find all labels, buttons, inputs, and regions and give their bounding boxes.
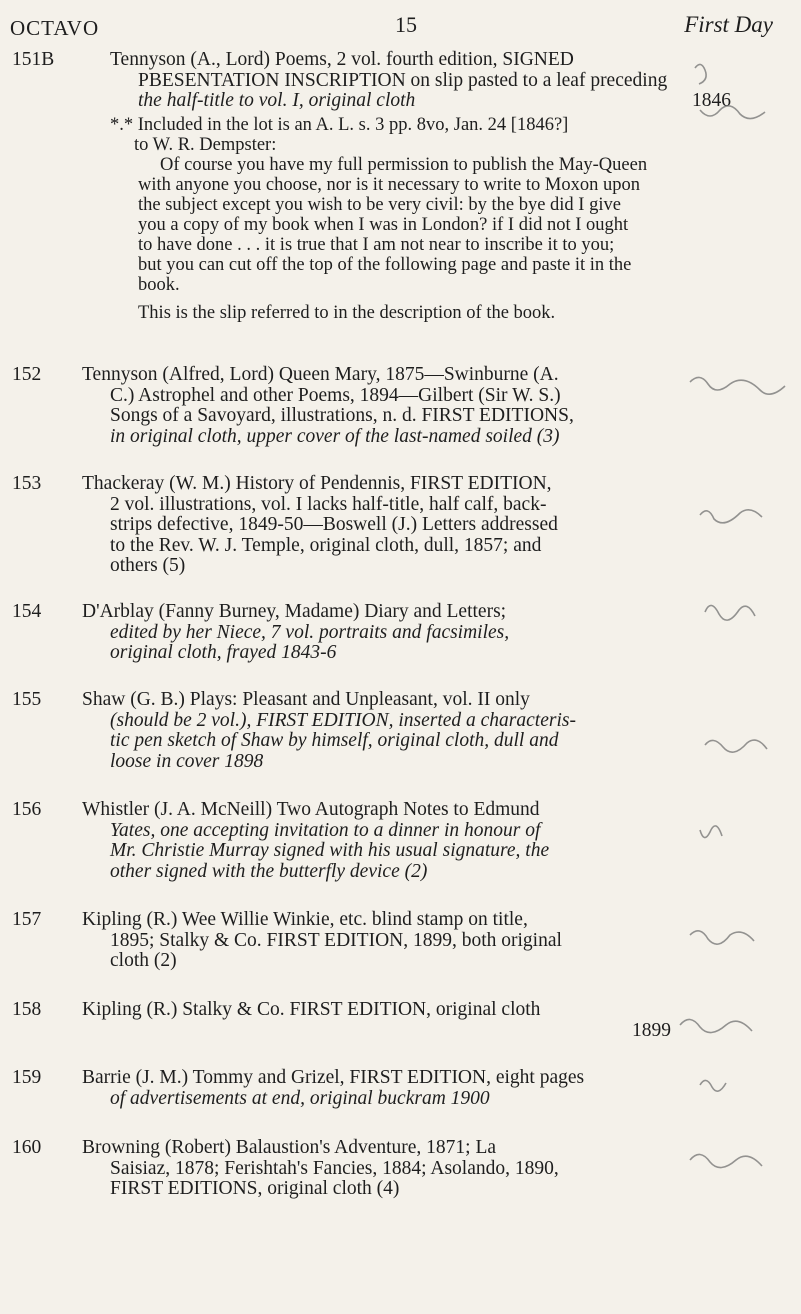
lot-line: D'Arblay (Fanny Burney, Madame) Diary and Letters; bbox=[82, 601, 507, 622]
note-line: you a copy of my book when I was in London? if I did not I ought bbox=[138, 215, 629, 235]
pencil-mark bbox=[705, 605, 755, 620]
lot-number: 152 bbox=[12, 364, 42, 385]
pencil-mark bbox=[680, 1019, 752, 1032]
lot-line: in original cloth, upper cover of the last-named soiled (3) bbox=[110, 425, 560, 447]
note-line: but you can cut off the top of the following page and paste it in the bbox=[138, 255, 632, 275]
lot-line: Kipling (R.) Wee Willie Winkie, etc. blind stamp on title, bbox=[82, 909, 528, 930]
lot-line: Browning (Robert) Balaustion's Adventure, 1871; La bbox=[82, 1137, 497, 1158]
lot-line: Tennyson (A., Lord) Poems, 2 vol. fourth edition, SIGNED bbox=[110, 49, 574, 70]
note-line: with anyone you choose, nor is it necessary to write to Moxon upon bbox=[138, 175, 640, 195]
pencil-mark bbox=[700, 826, 722, 838]
lot-line: Barrie (J. M.) Tommy and Grizel, FIRST EDITION, eight pages bbox=[82, 1067, 585, 1088]
pencil-mark bbox=[695, 64, 706, 84]
lot-line: FIRST EDITIONS, original cloth (4) bbox=[110, 1178, 400, 1199]
lot-line: Shaw (G. B.) Plays: Pleasant and Unpleasant, vol. II only bbox=[82, 689, 530, 710]
lot-number: 154 bbox=[12, 601, 42, 622]
day-heading: First Day bbox=[684, 12, 773, 37]
lot-line: others (5) bbox=[110, 555, 186, 576]
lot-number: 159 bbox=[12, 1067, 42, 1088]
lot-number: 155 bbox=[12, 689, 42, 710]
lot-151b-note bbox=[110, 115, 681, 323]
lot-line: strips defective, 1849-50—Boswell (J.) Letters addressed bbox=[110, 514, 558, 535]
lot-number: 151B bbox=[12, 49, 55, 70]
pencil-mark bbox=[690, 1154, 762, 1167]
note-line: book. bbox=[138, 275, 180, 295]
lot-line: 1895; Stalky & Co. FIRST EDITION, 1899, both original bbox=[110, 929, 562, 951]
lot-line: Tennyson (Alfred, Lord) Queen Mary, 1875—Swinburne (A. bbox=[82, 364, 559, 385]
lot-line: cloth (2) bbox=[110, 950, 177, 971]
page-number: 15 bbox=[395, 12, 417, 37]
note-line: the subject except you wish to be very civil: by the bye did I give bbox=[138, 195, 621, 215]
format-heading: OCTAVO bbox=[10, 16, 100, 40]
lot-line: Mr. Christie Murray signed with his usual signature, the bbox=[110, 840, 550, 861]
lot-date: 1846 bbox=[692, 90, 731, 111]
note-line: Of course you have my full permission to publish the May-Queen bbox=[160, 155, 648, 175]
lot-line: to the Rev. W. J. Temple, original cloth, dull, 1857; and bbox=[110, 534, 542, 556]
note-line: This is the slip referred to in the description of the book. bbox=[138, 303, 556, 323]
lot-line: Whistler (J. A. McNeill) Two Autograph Notes to Edmund bbox=[82, 799, 540, 820]
lot-number: 157 bbox=[12, 909, 42, 930]
page-header bbox=[10, 12, 773, 42]
lot-line: other signed with the butterfly device (2) bbox=[110, 860, 428, 882]
lot-line: original cloth, frayed 1843-6 bbox=[110, 642, 337, 663]
lot-line: edited by her Niece, 7 vol. portraits and facsimiles, bbox=[110, 621, 510, 643]
lot-number: 160 bbox=[12, 1137, 42, 1158]
lot-line: Kipling (R.) Stalky & Co. FIRST EDITION, original cloth bbox=[82, 999, 541, 1020]
lot-line: (should be 2 vol.), FIRST EDITION, inserted a characteris- bbox=[110, 709, 576, 731]
lot-line: Yates, one accepting invitation to a dinner in honour of bbox=[110, 819, 541, 841]
lot-number: 158 bbox=[12, 999, 42, 1020]
pencil-mark bbox=[700, 1080, 726, 1091]
lot-number: 156 bbox=[12, 799, 42, 820]
note-line: to have done . . . it is true that I am not near to inscribe it to you; bbox=[138, 235, 615, 255]
lot-line: the half-title to vol. I, original cloth bbox=[138, 90, 416, 111]
lot-line: loose in cover 1898 bbox=[110, 750, 264, 772]
lot-line: tic pen sketch of Shaw by himself, original cloth, dull and bbox=[110, 730, 559, 751]
lot-line: 1899 bbox=[632, 1019, 671, 1041]
lot-line: PBESENTATION INSCRIPTION on slip pasted to a leaf preceding bbox=[138, 69, 668, 91]
lot-line: of advertisements at end, original buckram 1900 bbox=[110, 1087, 490, 1109]
lot-line: Songs of a Savoyard, illustrations, n. d. FIRST EDITIONS, bbox=[110, 405, 574, 426]
pencil-mark bbox=[700, 510, 762, 523]
pencil-mark bbox=[690, 377, 785, 394]
lot-line: 2 vol. illustrations, vol. I lacks half-title, half calf, back- bbox=[110, 493, 547, 515]
lot-line: Saisiaz, 1878; Ferishtah's Fancies, 1884; Asolando, 1890, bbox=[110, 1157, 559, 1179]
lot-number: 153 bbox=[12, 473, 42, 494]
note-line: *.* Included in the lot is an A. L. s. 3 pp. 8vo, Jan. 24 [1846?] bbox=[110, 115, 569, 135]
pencil-mark bbox=[690, 931, 754, 944]
lot-line: Thackeray (W. M.) History of Pendennis, FIRST EDITION, bbox=[82, 473, 552, 494]
pencil-mark bbox=[705, 740, 767, 752]
lot-line: C.) Astrophel and other Poems, 1894—Gilbert (Sir W. S.) bbox=[110, 384, 561, 406]
note-line: to W. R. Dempster: bbox=[134, 135, 277, 155]
